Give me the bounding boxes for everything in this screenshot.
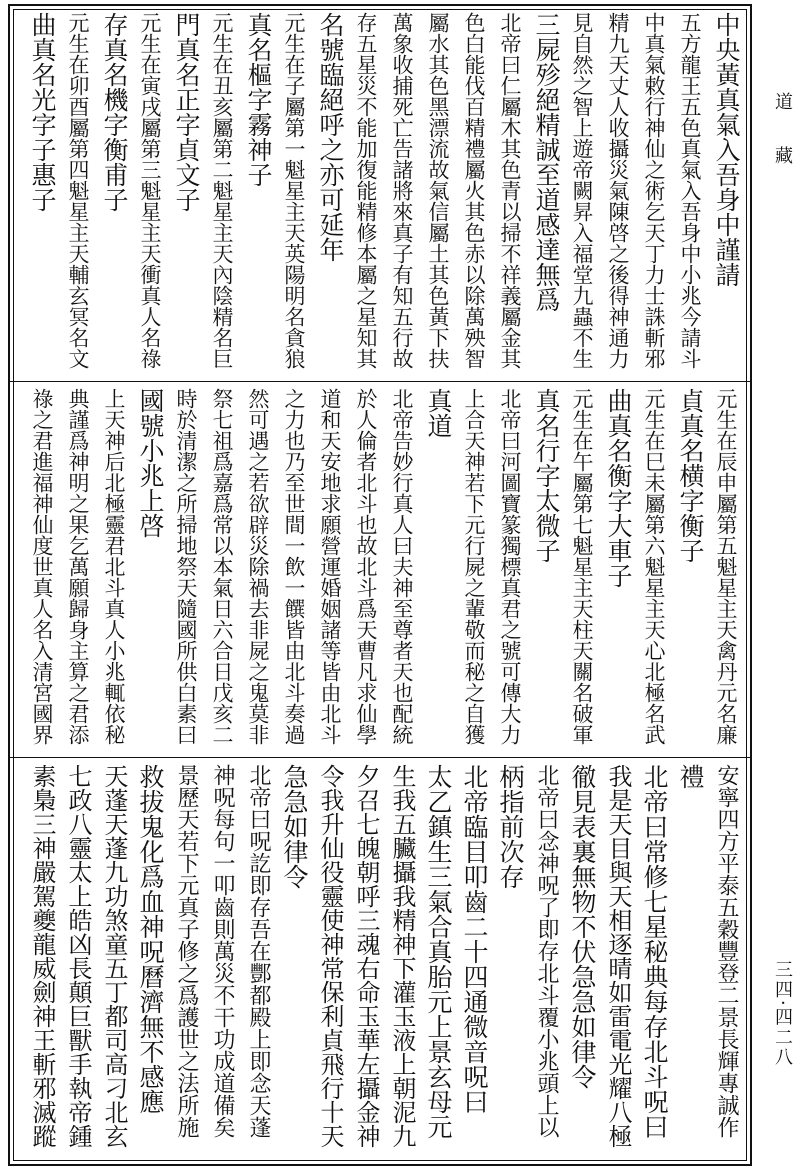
text-panel-bottom (12, 760, 748, 1156)
text-column: 元生在午屬第七魁星主天柱天關名破軍 (570, 388, 594, 745)
text-panel-middle (12, 384, 748, 756)
text-column: 太乙鎮生三氣合真胎元上景玄母元 (424, 764, 453, 1139)
text-column: 貞真名横字衡子 (676, 388, 705, 563)
text-column: 五方龍王五色真氣入吾身中小兆今請斗 (678, 12, 702, 369)
text-column: 真名樞字霧神子 (244, 12, 273, 187)
text-column: 祿之君進福神仙度世真人名入清宮國界 (30, 388, 54, 745)
text-column: 北帝曰念神呪了即存北斗覆小兆頭上以 (534, 764, 559, 1138)
column-group-top (12, 8, 748, 380)
text-column: 素梟三神嚴駕夔龍威劍神王斬邪滅蹤 (28, 764, 56, 1148)
column-group-middle (12, 384, 748, 756)
text-column: 典謹爲神明之果乞萬願歸身主算之君添 (66, 388, 90, 745)
text-column: 天蓬天蓬九功煞童五丁都司高刁北玄 (100, 764, 128, 1148)
text-column: 三屍殄絕精誠至道感達無爲 (532, 12, 561, 312)
text-column: 元生在寅戌屬第三魁星主天衝真人名祿 (138, 12, 162, 369)
text-panel-top (12, 8, 748, 380)
text-column: 北帝告妙行真人曰夫神至尊者天也配統 (390, 388, 414, 745)
text-column: 存真名機字衡甫子 (100, 12, 129, 212)
text-column: 門真名正字貞文子 (172, 12, 201, 212)
text-column: 見自然之智上遊帝闕昇入福堂九蟲不生 (570, 12, 594, 369)
text-column: 曲真名衡字大車子 (604, 388, 633, 588)
text-column: 中央黃真氣入吾身中謹請 (712, 12, 741, 287)
text-column: 上合天神若下元行屍之輩敬而秘之自獲 (462, 388, 486, 745)
text-column: 中真氣敕行神仙之術乞天丁力士誅斬邪 (642, 12, 666, 369)
text-column: 北帝曰河圖寶篆獨標真君之號可傳大力 (498, 388, 522, 745)
text-column: 存五星災不能加復能精修本屬之星知其 (354, 12, 378, 369)
text-column: 急急如律令 (280, 764, 309, 889)
text-column: 真名行字太微子 (532, 388, 561, 563)
text-column: 北帝曰呪訖即存吾在酆都殿上即念天蓬 (246, 764, 271, 1138)
text-column: 北帝曰常修七星秘典每存北斗呪曰 (640, 764, 669, 1139)
text-column: 神呪每句一叩齒則萬災不干功成道備矣 (210, 764, 235, 1138)
text-column: 元生在巳未屬第六魁星主天心北極名武 (642, 388, 666, 745)
text-column: 萬象收捕死亡告諸將來真子有知五行故 (390, 12, 414, 369)
text-column: 然可遇之若欲辟災除禍去非屍之鬼莫非 (246, 388, 270, 745)
text-column: 上天神后北極靈君北斗真人小兆輒依秘 (102, 388, 126, 745)
column-group-bottom (12, 760, 748, 1156)
text-column: 元生在卯酉屬第四魁星主天輔玄冥名文 (66, 12, 90, 369)
text-column: 名號臨絕呼之亦可延年 (316, 12, 345, 262)
text-column: 祭七祖爲嘉爲常以本氣日六合日戊亥二 (210, 388, 234, 745)
text-column: 色白能伐百精禮屬火其色赤以除萬殃智 (462, 12, 486, 369)
margin-book-title: 道藏 (772, 92, 793, 200)
text-column: 柄指前次存 (496, 764, 525, 889)
text-column: 令我升仙役靈使神常保利貞飛行十天 (316, 764, 344, 1148)
text-column: 救拔鬼化爲血神呪曆濟無不感應 (136, 764, 165, 1114)
text-column: 時於清潔之所掃地祭天隨國所供白素曰 (174, 388, 198, 745)
margin-page-number: 三四·四二八 (772, 960, 793, 1068)
text-column: 真道 (424, 388, 453, 438)
text-column: 元生在辰申屬第五魁星主天禽丹元名廉 (714, 388, 738, 745)
text-column: 北帝曰仁屬木其色青以掃不祥義屬金其 (498, 12, 522, 369)
text-column: 生我五臟攝我精神下灌玉液上朝泥九 (388, 764, 416, 1148)
text-column: 元生在丑亥屬第二魁星主天內陰精名巨 (210, 12, 234, 369)
text-column: 景歷天若下元真子修之爲護世之法所施 (174, 764, 199, 1138)
text-column: 屬水其色黑漂流故氣信屬土其色黃下扶 (426, 12, 450, 369)
panel-divider-2 (10, 757, 750, 758)
text-column: 元生在子屬第一魁星主天英陽明名貪狼 (282, 12, 306, 369)
text-column: 北帝臨目叩齒二十四通微音呪曰 (460, 764, 489, 1114)
text-column: 我是天目與天相逐晴如雷電光耀八極 (604, 764, 632, 1148)
text-column: 於人倫者北斗也故北斗爲天曹凡求仙學 (354, 388, 378, 745)
text-column: 禮 (676, 764, 705, 789)
text-column: 七政八靈太上皓凶長顛巨獸手執帝鍾 (64, 764, 92, 1148)
text-column: 徹見表裏無物不伏急急如律令 (568, 764, 597, 1089)
text-column: 道和天安地求願營運婚姻諸等皆由北斗 (318, 388, 342, 745)
text-column: 夕召七魄朝呼三魂右命玉華左攝金神 (352, 764, 380, 1148)
text-column: 安寧四方平泰五穀豐登二景長輝專誠作 (714, 764, 739, 1138)
text-column: 精九天丈人收攝災氣陳啓之後得神通力 (606, 12, 630, 369)
text-column: 曲真名光字子惠子 (28, 12, 57, 212)
text-column: 之力也乃至世間一飲一饌皆由北斗奏過 (282, 388, 306, 745)
panel-divider-1 (10, 381, 750, 382)
text-column: 國號小兆上啓 (136, 388, 165, 538)
